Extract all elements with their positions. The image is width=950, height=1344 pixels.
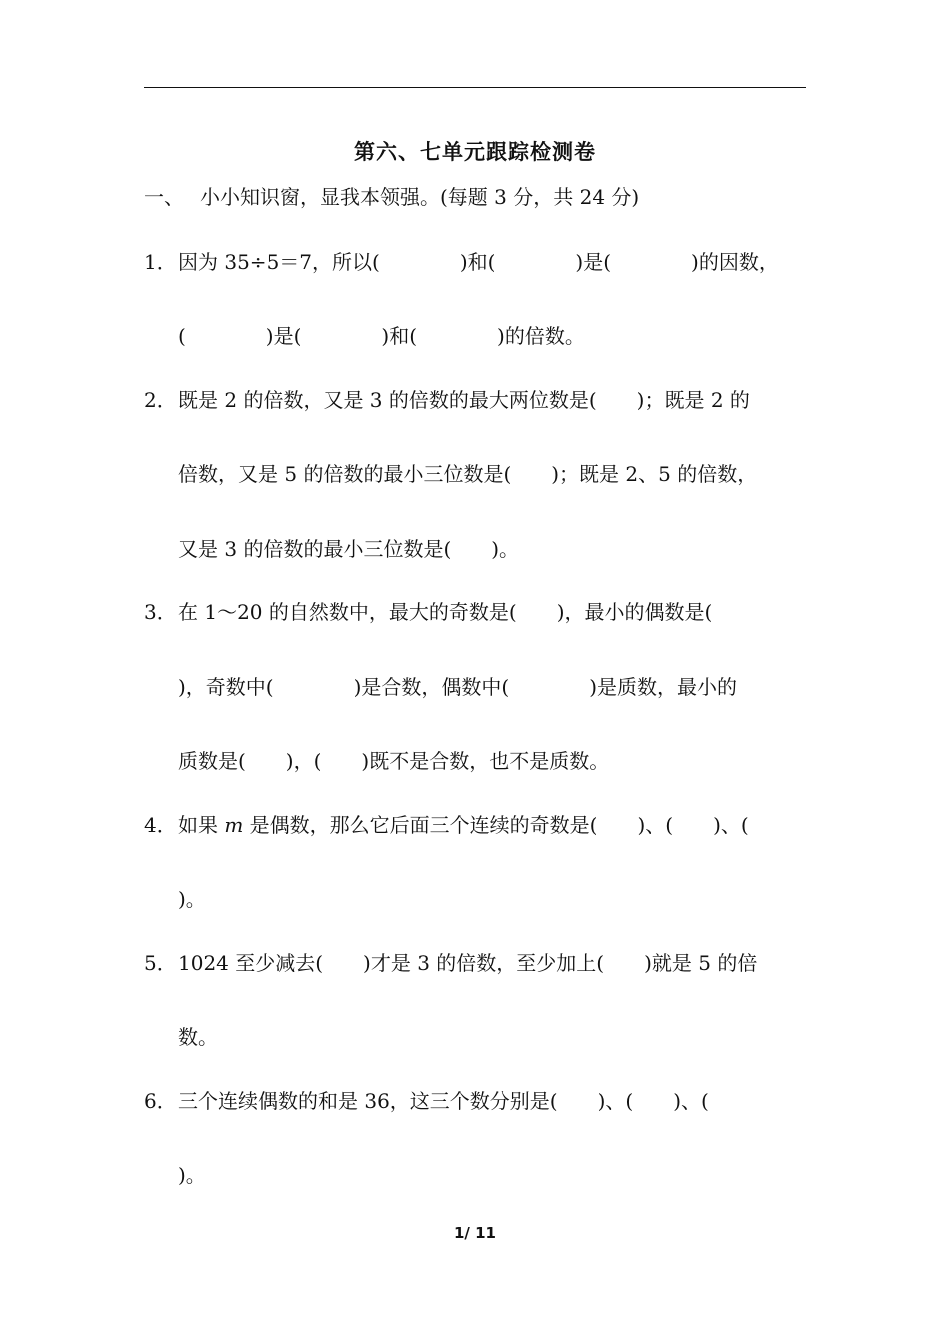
question-text-post: 是偶数，那么它后面三个连续的奇数是( )、( )、(	[243, 813, 749, 837]
question-text: 三个连续偶数的和是 36，这三个数分别是( )、( )、(	[178, 1089, 709, 1113]
question-number: 6．	[144, 1089, 177, 1113]
question-text: 1024 至少减去( )才是 3 的倍数，至少加上( )就是 5 的倍	[178, 951, 758, 975]
question-text: 在 1～20 的自然数中，最大的奇数是( )，最小的偶数是(	[178, 600, 713, 624]
question-number: 5．	[144, 951, 177, 975]
header-rule	[144, 87, 806, 88]
question-4-line-2: )。	[178, 887, 206, 911]
question-number: 2．	[144, 388, 177, 412]
question-number: 3．	[144, 600, 177, 624]
question-text-pre: 如果	[178, 813, 225, 837]
question-5-line-1	[144, 949, 757, 977]
section-heading	[144, 183, 639, 211]
section-text: 小小知识窗，显我本领强。(每题 3 分，共 24 分)	[200, 185, 640, 209]
question-4-line-1	[144, 811, 749, 839]
question-2-line-2: 倍数，又是 5 的倍数的最小三位数是( )；既是 2、5 的倍数，	[178, 462, 758, 486]
question-3-line-1	[144, 598, 712, 626]
question-1-line-2: ( )是( )和( )的倍数。	[178, 324, 585, 348]
section-number: 一、	[144, 185, 184, 209]
page-number: 1/ 11	[453, 1224, 496, 1242]
question-number: 1．	[144, 250, 177, 274]
question-5-line-2: 数。	[178, 1025, 218, 1049]
page-title: 第六、七单元跟踪检测卷	[354, 139, 596, 164]
question-number: 4．	[144, 813, 177, 837]
variable-m: m	[224, 813, 244, 837]
question-3-line-2: )，奇数中( )是合数，偶数中( )是质数，最小的	[178, 675, 738, 699]
question-1-line-1	[144, 248, 779, 276]
question-3-line-3: 质数是( )，( )既不是合数，也不是质数。	[178, 749, 610, 773]
question-2-line-3: 又是 3 的倍数的最小三位数是( )。	[178, 537, 520, 561]
question-6-line-1	[144, 1087, 709, 1115]
question-6-line-2: )。	[178, 1163, 206, 1187]
question-text: 既是 2 的倍数，又是 3 的倍数的最大两位数是( )；既是 2 的	[178, 388, 750, 412]
question-text: 因为 35÷5＝7，所以( )和( )是( )的因数，	[178, 250, 779, 274]
question-2-line-1	[144, 386, 750, 414]
